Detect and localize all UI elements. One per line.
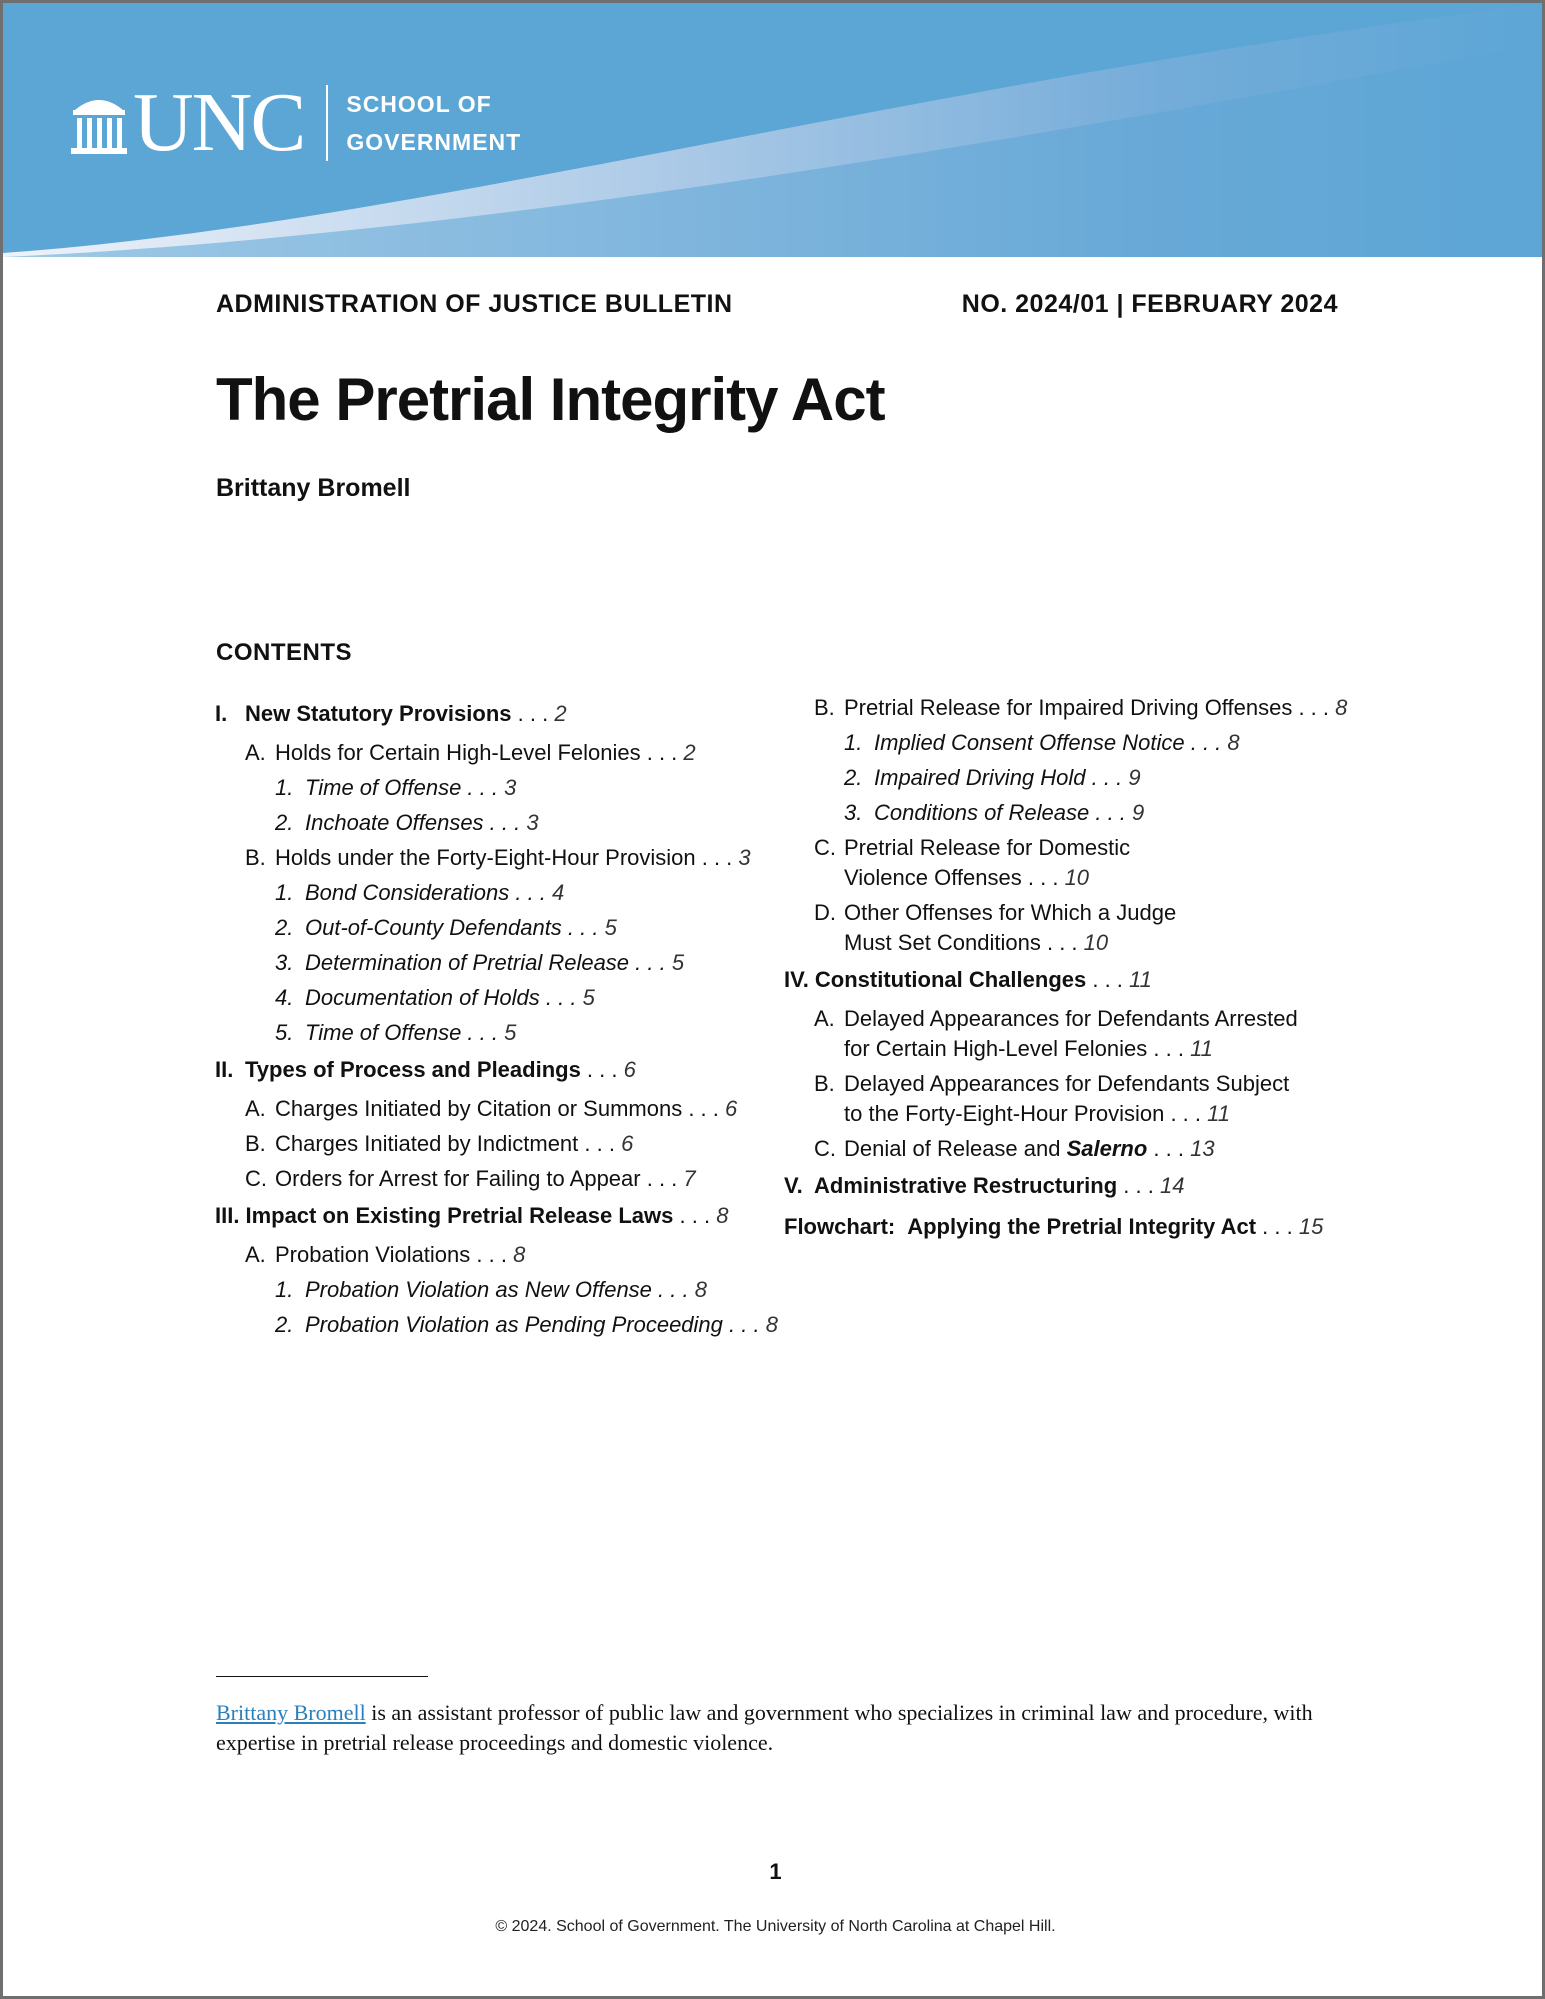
toc-entry-title: Documentation of Holds bbox=[305, 985, 540, 1010]
toc-entry-page: 9 bbox=[1132, 800, 1145, 825]
toc-entry[interactable] bbox=[784, 1134, 1344, 1164]
toc-entry-label: 3. bbox=[275, 950, 294, 975]
toc-entry-title-cont: to the Forty-Eight-Hour Provision bbox=[844, 1101, 1165, 1126]
toc-entry-label: 1. bbox=[275, 1277, 294, 1302]
toc-entry-title: Denial of Release and bbox=[844, 1136, 1067, 1161]
toc-entry[interactable] bbox=[215, 697, 775, 731]
toc-entry[interactable] bbox=[784, 898, 1344, 958]
toc-entry[interactable] bbox=[784, 1210, 1344, 1244]
toc-entry-label: A. bbox=[245, 1096, 266, 1121]
bulletin-series: ADMINISTRATION OF JUSTICE BULLETIN bbox=[216, 290, 733, 318]
toc-entry-label: C. bbox=[814, 1136, 836, 1161]
toc-leader: . . . bbox=[629, 950, 672, 975]
toc-leader: . . . bbox=[1089, 800, 1133, 825]
toc-entry-title: Probation Violations bbox=[275, 1242, 471, 1267]
unc-sog-logo bbox=[69, 76, 522, 169]
toc-leader: . . . bbox=[461, 775, 505, 800]
toc-entry-page: 5 bbox=[671, 950, 685, 975]
toc-leader: . . . bbox=[651, 1277, 695, 1302]
toc-entry[interactable] bbox=[784, 1169, 1344, 1203]
toc-leader: . . . bbox=[1086, 967, 1130, 992]
toc-entry-label: A. bbox=[245, 740, 266, 765]
toc-entry[interactable] bbox=[784, 833, 1344, 893]
toc-entry-label: D. bbox=[814, 900, 836, 925]
toc-entry[interactable] bbox=[215, 738, 775, 768]
toc-leader: . . . bbox=[1147, 1036, 1191, 1061]
toc-leader: . . . bbox=[539, 985, 583, 1010]
school-line-2: GOVERNMENT bbox=[346, 129, 522, 155]
toc-entry-title: Delayed Appearances for Defendants Subject bbox=[844, 1071, 1290, 1096]
toc-entry-page: 11 bbox=[1207, 1101, 1230, 1126]
toc-entry-title: Time of Offense bbox=[305, 1020, 462, 1045]
toc-leader: . . . bbox=[1184, 730, 1228, 755]
toc-entry-page: 3 bbox=[738, 845, 751, 870]
school-of-government-wordmark bbox=[346, 85, 521, 161]
toc-entry[interactable] bbox=[784, 963, 1344, 997]
toc-entry-label: Flowchart: bbox=[784, 1214, 896, 1239]
toc-leader: . . . bbox=[695, 845, 739, 870]
toc-entry-label: II. bbox=[215, 1057, 234, 1082]
toc-entry-page: 5 bbox=[504, 1020, 517, 1045]
page-number: 1 bbox=[769, 1859, 782, 1884]
toc-leader: . . . bbox=[483, 810, 527, 835]
toc-entry-page: 11 bbox=[1129, 967, 1152, 992]
toc-entry-page: 13 bbox=[1190, 1136, 1215, 1161]
toc-entry[interactable] bbox=[215, 1199, 775, 1233]
toc-entry-title: Delayed Appearances for Defendants Arrested bbox=[844, 1006, 1298, 1031]
toc-leader: . . . bbox=[640, 740, 684, 765]
toc-entry-label: 5. bbox=[275, 1020, 294, 1045]
toc-entry-title: Administrative Restructuring bbox=[814, 1173, 1118, 1198]
toc-entry-page: 4 bbox=[552, 880, 565, 905]
toc-leader: . . . bbox=[1040, 930, 1084, 955]
toc-entry-title-cont: Must Set Conditions bbox=[844, 930, 1041, 955]
author-name: Brittany Bromell bbox=[216, 474, 411, 502]
toc-entry-page: 10 bbox=[1083, 930, 1109, 955]
toc-leader: . . . bbox=[470, 1242, 514, 1267]
toc-entry-title: Bond Considerations bbox=[305, 880, 510, 905]
toc-entry-page: 11 bbox=[1190, 1036, 1213, 1061]
toc-entry-title: Implied Consent Offense Notice bbox=[874, 730, 1185, 755]
toc-entry-title: Determination of Pretrial Release bbox=[305, 950, 630, 975]
toc-entry-page: 8 bbox=[1335, 695, 1348, 720]
toc-leader: . . . bbox=[561, 915, 605, 940]
school-line-1: SCHOOL OF bbox=[346, 91, 492, 117]
toc-entry-title: Orders for Arrest for Failing to Appear bbox=[275, 1166, 641, 1191]
toc-entry[interactable] bbox=[215, 1164, 775, 1194]
toc-entry-label: 2. bbox=[275, 915, 294, 940]
toc-entry[interactable] bbox=[215, 1240, 775, 1270]
toc-entry-page: 3 bbox=[504, 775, 517, 800]
toc-leader: . . . bbox=[580, 1057, 624, 1082]
toc-leader: . . . bbox=[461, 1020, 505, 1045]
toc-leader: . . . bbox=[1117, 1173, 1160, 1198]
toc-leader: . . . bbox=[722, 1312, 766, 1337]
toc-entry-page: 2 bbox=[554, 701, 567, 726]
unc-wordmark: UNC bbox=[133, 76, 305, 169]
toc-entry[interactable] bbox=[215, 1129, 775, 1159]
toc-entry[interactable] bbox=[215, 878, 775, 908]
author-footnote bbox=[216, 1698, 1346, 1758]
toc-entry[interactable] bbox=[215, 1094, 775, 1124]
toc-entry-title: Inchoate Offenses bbox=[305, 810, 484, 835]
toc-leader: . . . bbox=[511, 701, 555, 726]
toc-entry-page: 5 bbox=[582, 985, 595, 1010]
toc-entry[interactable] bbox=[215, 1275, 775, 1305]
toc-entry[interactable] bbox=[215, 808, 775, 838]
toc-entry-page: 7 bbox=[683, 1166, 696, 1191]
toc-entry-label: B. bbox=[245, 845, 266, 870]
toc-entry-label: B. bbox=[814, 695, 835, 720]
toc-entry-title: New Statutory Provisions bbox=[245, 701, 512, 726]
toc-entry[interactable] bbox=[215, 1310, 778, 1340]
toc-entry-label: 1. bbox=[275, 775, 294, 800]
toc-entry-page: 14 bbox=[1159, 1173, 1185, 1198]
toc-entry-page: 6 bbox=[623, 1057, 636, 1082]
toc-entry-label: A. bbox=[814, 1006, 835, 1031]
toc-entry[interactable] bbox=[784, 1069, 1344, 1129]
toc-entry-page: 9 bbox=[1128, 765, 1141, 790]
toc-entry-title: Charges Initiated by Indictment bbox=[275, 1131, 579, 1156]
toc-entry-title: Other Offenses for Which a Judge bbox=[844, 900, 1177, 925]
toc-entry[interactable] bbox=[215, 843, 775, 873]
toc-entry-page: 6 bbox=[725, 1096, 738, 1121]
footnote-text: is an assistant professor of public law and government who specializes in criminal law and procedure, with expertise in pretrial release proceedings and domestic violence. bbox=[216, 1700, 1313, 1755]
toc-entry-label: 2. bbox=[275, 810, 294, 835]
toc-entry-title: Impaired Driving Hold bbox=[874, 765, 1086, 790]
toc-entry-label: V. bbox=[784, 1173, 803, 1198]
toc-entry[interactable] bbox=[784, 728, 1344, 758]
toc-entry[interactable] bbox=[215, 1018, 775, 1048]
toc-leader: . . . bbox=[1085, 765, 1129, 790]
toc-entry-title-cont: for Certain High-Level Felonies bbox=[844, 1036, 1148, 1061]
header-banner bbox=[3, 3, 1545, 257]
toc-entry[interactable] bbox=[215, 948, 775, 978]
toc-leader: . . . bbox=[673, 1203, 717, 1228]
toc-entry-page: 6 bbox=[621, 1131, 634, 1156]
toc-entry-label: 2. bbox=[844, 765, 863, 790]
toc-entry-title: Out-of-County Defendants bbox=[305, 915, 562, 940]
toc-entry-title-cont: Violence Offenses bbox=[844, 865, 1022, 890]
toc-entry-page: 8 bbox=[694, 1277, 707, 1302]
bulletin-header-row bbox=[216, 290, 1338, 319]
toc-entry-title: Charges Initiated by Citation or Summons bbox=[275, 1096, 683, 1121]
toc-entry[interactable] bbox=[215, 913, 775, 943]
toc-leader: . . . bbox=[640, 1166, 684, 1191]
toc-entry-title: Applying the Pretrial Integrity Act bbox=[907, 1214, 1257, 1239]
toc-right-column bbox=[784, 693, 1348, 1251]
toc-entry-title: Types of Process and Pleadings bbox=[245, 1057, 581, 1082]
toc-entry[interactable] bbox=[215, 1053, 775, 1087]
toc-entry-title: Holds for Certain High-Level Felonies bbox=[275, 740, 641, 765]
toc-leader: . . . bbox=[509, 880, 553, 905]
toc-entry-emphasis: Salerno bbox=[1066, 1136, 1148, 1161]
toc-entry-label: 2. bbox=[275, 1312, 294, 1337]
toc-entry-title: Holds under the Forty-Eight-Hour Provision bbox=[275, 845, 696, 870]
old-well-icon bbox=[69, 88, 129, 158]
toc-entry-label: B. bbox=[245, 1131, 266, 1156]
contents-heading: CONTENTS bbox=[216, 639, 352, 666]
toc-leader: . . . bbox=[1256, 1214, 1299, 1239]
toc-entry-label: I. bbox=[215, 701, 228, 726]
toc-entry-label: III. bbox=[215, 1203, 240, 1228]
toc-entry-page: 3 bbox=[526, 810, 539, 835]
toc-leader: . . . bbox=[578, 1131, 622, 1156]
document-title: The Pretrial Integrity Act bbox=[216, 366, 885, 433]
toc-entry-title: Pretrial Release for Impaired Driving Offenses bbox=[844, 695, 1293, 720]
toc-left-column bbox=[215, 693, 778, 1345]
toc-entry-label: C. bbox=[814, 835, 836, 860]
toc-entry[interactable] bbox=[784, 693, 1348, 723]
toc-entry-label: C. bbox=[245, 1166, 267, 1191]
toc-entry-title: Conditions of Release bbox=[874, 800, 1090, 825]
toc-entry-page: 8 bbox=[716, 1203, 729, 1228]
toc-entry-page: 8 bbox=[1227, 730, 1240, 755]
toc-entry-page: 15 bbox=[1298, 1214, 1324, 1239]
toc-entry-page: 8 bbox=[765, 1312, 778, 1337]
toc-leader: . . . bbox=[1147, 1136, 1191, 1161]
toc-entry[interactable] bbox=[784, 763, 1344, 793]
toc-entry-page: 2 bbox=[683, 740, 696, 765]
toc-entry-title: Constitutional Challenges bbox=[814, 967, 1087, 992]
bulletin-number-date: NO. 2024/01 | FEBRUARY 2024 bbox=[961, 290, 1338, 318]
toc-entry[interactable] bbox=[215, 983, 775, 1013]
toc-entry-page: 10 bbox=[1064, 865, 1090, 890]
logo-divider bbox=[326, 85, 328, 161]
copyright-notice: © 2024. School of Government. The University of North Carolina at Chapel Hill. bbox=[495, 1918, 1056, 1935]
toc-leader: . . . bbox=[1021, 865, 1065, 890]
toc-entry-label: 1. bbox=[844, 730, 863, 755]
toc-entry-label: 1. bbox=[275, 880, 294, 905]
toc-entry-label: 4. bbox=[275, 985, 294, 1010]
toc-entry-page: 5 bbox=[604, 915, 617, 940]
toc-entry-title: Impact on Existing Pretrial Release Laws bbox=[245, 1203, 674, 1228]
toc-entry-title: Time of Offense bbox=[305, 775, 462, 800]
toc-entry-page: 8 bbox=[513, 1242, 526, 1267]
toc-entry-label: 3. bbox=[844, 800, 863, 825]
toc-entry-label: B. bbox=[814, 1071, 835, 1096]
toc-leader: . . . bbox=[682, 1096, 725, 1121]
author-link[interactable]: Brittany Bromell bbox=[216, 1700, 366, 1725]
toc-entry-label: IV. bbox=[784, 967, 809, 992]
toc-entry-title: Probation Violation as Pending Proceeding bbox=[305, 1312, 723, 1337]
toc-entry[interactable] bbox=[784, 798, 1344, 828]
toc-entry[interactable] bbox=[215, 773, 775, 803]
toc-entry[interactable] bbox=[784, 1004, 1344, 1064]
toc-entry-title: Pretrial Release for Domestic bbox=[844, 835, 1131, 860]
toc-leader: . . . bbox=[1292, 695, 1336, 720]
toc-entry-label: A. bbox=[245, 1242, 266, 1267]
toc-entry-title: Probation Violation as New Offense bbox=[305, 1277, 652, 1302]
toc-leader: . . . bbox=[1164, 1101, 1208, 1126]
footnote-rule bbox=[216, 1676, 428, 1677]
